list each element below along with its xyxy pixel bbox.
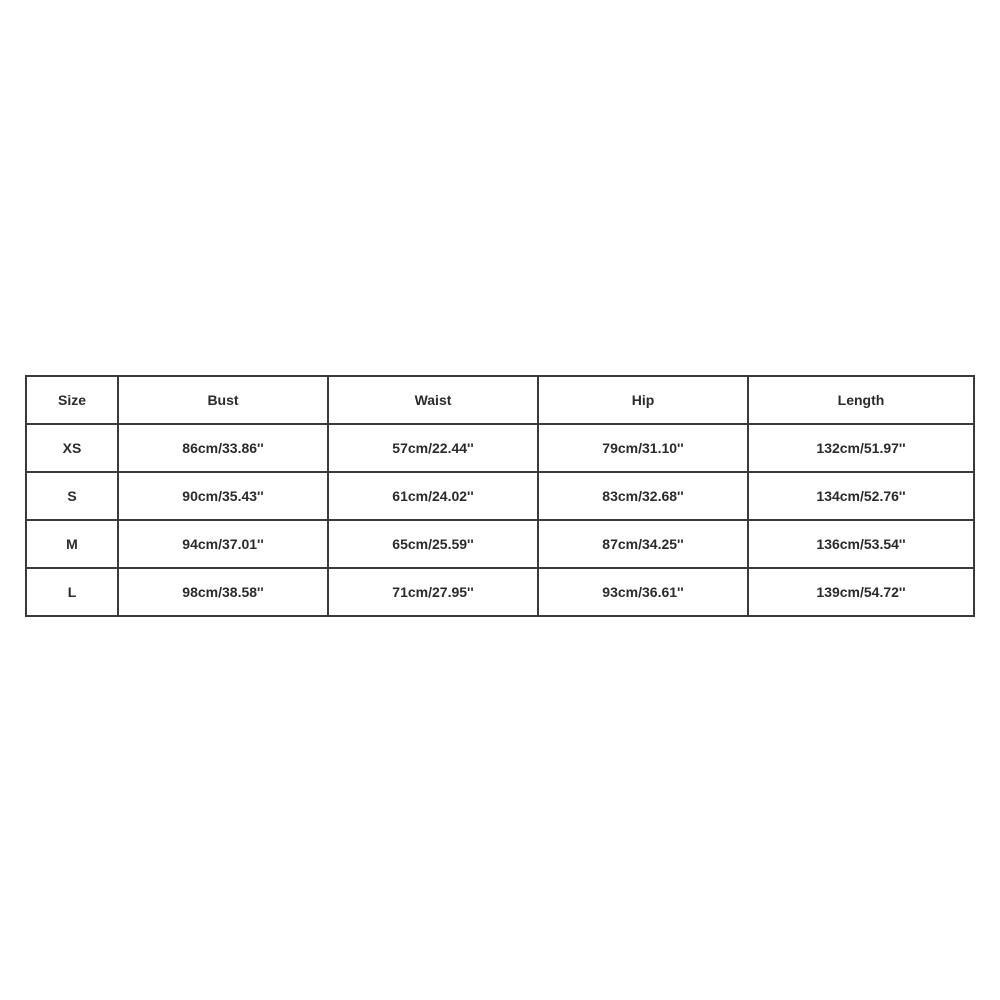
size-cell: S — [26, 472, 118, 520]
size-cell: M — [26, 520, 118, 568]
header-hip: Hip — [538, 376, 748, 424]
bust-cell: 94cm/37.01'' — [118, 520, 328, 568]
length-cell: 134cm/52.76'' — [748, 472, 974, 520]
length-cell: 132cm/51.97'' — [748, 424, 974, 472]
bust-cell: 86cm/33.86'' — [118, 424, 328, 472]
hip-cell: 93cm/36.61'' — [538, 568, 748, 616]
waist-cell: 61cm/24.02'' — [328, 472, 538, 520]
waist-cell: 57cm/22.44'' — [328, 424, 538, 472]
hip-cell: 79cm/31.10'' — [538, 424, 748, 472]
table-row — [26, 520, 974, 568]
header-row — [26, 376, 974, 424]
hip-cell: 83cm/32.68'' — [538, 472, 748, 520]
header-size: Size — [26, 376, 118, 424]
size-chart-table — [25, 375, 975, 617]
header-waist: Waist — [328, 376, 538, 424]
waist-cell: 71cm/27.95'' — [328, 568, 538, 616]
size-cell: XS — [26, 424, 118, 472]
waist-cell: 65cm/25.59'' — [328, 520, 538, 568]
table-row — [26, 568, 974, 616]
header-bust: Bust — [118, 376, 328, 424]
table-row — [26, 424, 974, 472]
bust-cell: 90cm/35.43'' — [118, 472, 328, 520]
length-cell: 139cm/54.72'' — [748, 568, 974, 616]
header-length: Length — [748, 376, 974, 424]
length-cell: 136cm/53.54'' — [748, 520, 974, 568]
size-cell: L — [26, 568, 118, 616]
table-row — [26, 472, 974, 520]
bust-cell: 98cm/38.58'' — [118, 568, 328, 616]
hip-cell: 87cm/34.25'' — [538, 520, 748, 568]
